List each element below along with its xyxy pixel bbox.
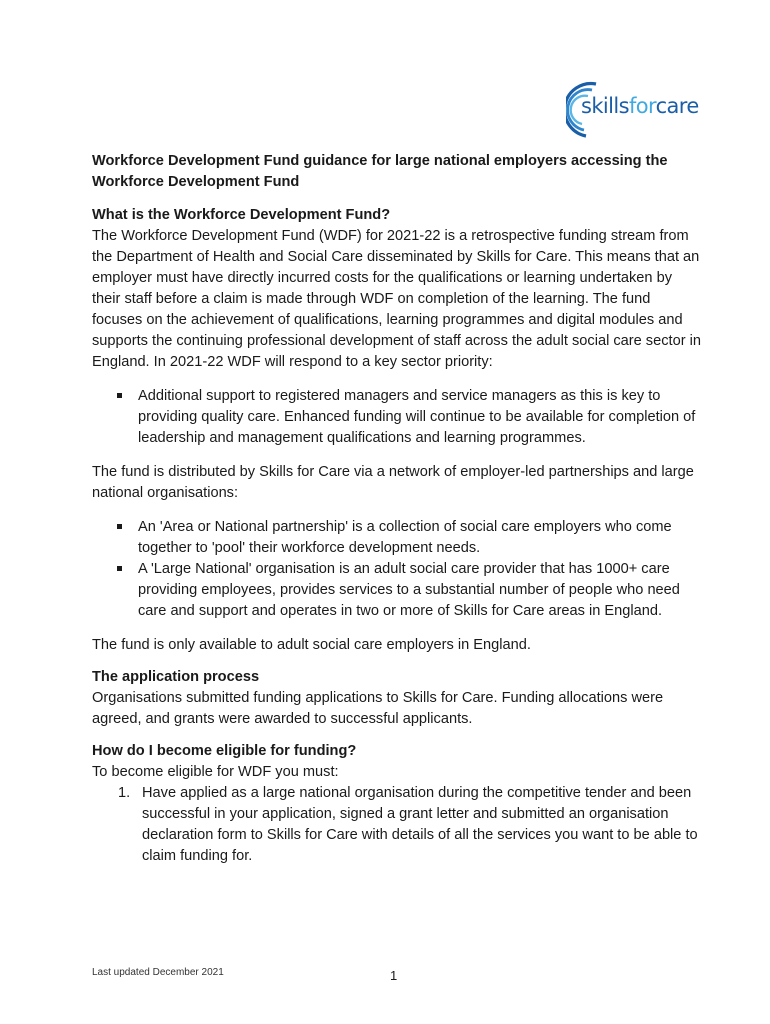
list-item: An 'Area or National partnership' is a collection of social care employers who come together to 'pool' their workforce development needs.: [138, 517, 702, 559]
skills-for-care-logo: [566, 80, 699, 142]
section-paragraph: The Workforce Development Fund (WDF) for 2021-22 is a retrospective funding stream from the Department of Health and Social Care disseminated by Skills for Care. This means that an employer must have directly incurred costs for the qualifications or learning undertaken by their staff before a claim is made through WDF on completion of the learning. The fund focuses on the achievement of qualifications, learning programmes and digital modules and supports the continuing professional development of staff across the adult social care sector in England. In 2021-22 WDF will respond to a key sector priority:: [92, 228, 701, 370]
list-item: [118, 783, 702, 867]
section-heading-application-process: The application process: [92, 669, 260, 685]
bullet-list: [92, 386, 702, 449]
section-paragraph: To become eligible for WDF you must:: [92, 764, 339, 780]
section-paragraph: Organisations submitted funding applications to Skills for Care. Funding allocations were agreed, and grants were awarded to successful applicants.: [92, 690, 664, 727]
numbered-list: [92, 783, 702, 867]
bullet-list: [92, 517, 702, 622]
document-title: Workforce Development Fund guidance for large national employers accessing the Workforce Development Fund: [92, 153, 668, 190]
document-body: [92, 151, 702, 867]
list-item: Additional support to registered managers and service managers as this is key to providing quality care. Enhanced funding will continue to be available for completion of leadership and management qualifications and learning programmes.: [138, 386, 702, 449]
section-paragraph: The fund is distributed by Skills for Care via a network of employer-led partnerships and large national organisations:: [92, 464, 694, 501]
page-number: 1: [390, 968, 398, 983]
logo-wordmark: skillsforcare: [581, 94, 699, 118]
list-item: A 'Large National' organisation is an adult social care provider that has 1000+ care providing employees, provides services to a substantial number of people who need care and support and operates in two or more of Skills for Care areas in England.: [138, 559, 702, 622]
section-heading-what-is-wdf: What is the Workforce Development Fund?: [92, 207, 391, 223]
list-number: 1.: [118, 785, 131, 801]
section-paragraph: The fund is only available to adult social care employers in England.: [92, 637, 531, 653]
footer-last-updated: Last updated December 2021: [92, 967, 224, 978]
list-item-text: Have applied as a large national organisation during the competitive tender and been successful in your application, signed a grant letter and submitted an organisation declaration form to Skills for Care with details of all the services you want to be able to claim funding for.: [142, 785, 698, 864]
section-heading-eligibility: How do I become eligible for funding?: [92, 743, 357, 759]
